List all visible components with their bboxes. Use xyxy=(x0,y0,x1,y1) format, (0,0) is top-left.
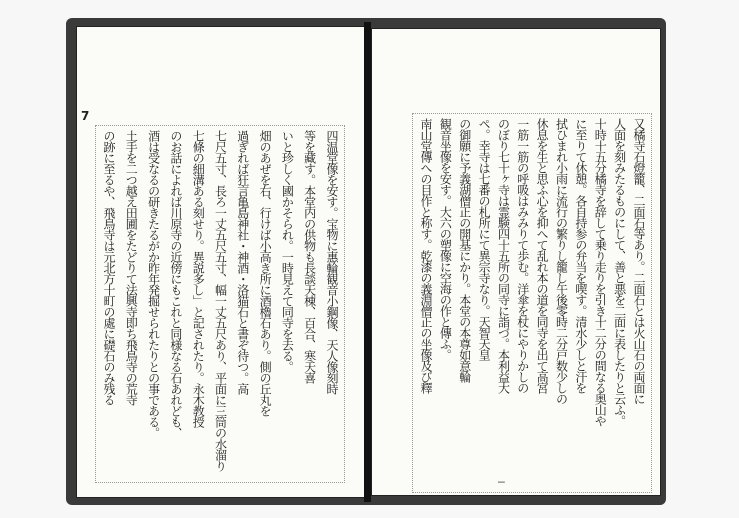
text-column: いと珍しく國かそられ。一時見えて同寺を去る。 xyxy=(280,130,295,372)
right-page xyxy=(371,28,661,496)
right-text-frame xyxy=(412,113,652,493)
book-spine xyxy=(364,22,371,502)
text-column: のお話によれば川原寺の近傍にもこれと同様なる石あれども、 xyxy=(168,130,183,438)
text-column: ペ。幸寺は七番の札所にて異宗寺なり。天智天皇 xyxy=(477,118,492,360)
text-column: 七尺五寸、長ろ一丈五尺五寸、幅一丈五尺あり、平面に三筒の水溜り xyxy=(213,130,228,471)
text-column: 等を藏す。本堂内の供物も長談天棟、百合、寒天喜 xyxy=(302,130,317,383)
page-number: 7 xyxy=(81,109,90,123)
right-text-columns xyxy=(417,118,647,488)
text-column: 酒は受なるの研きたるがか昨年発掘せられたりとの事である。 xyxy=(146,130,161,438)
text-column: 四温堂像を安す。宝物に惠輪観音小鋼像、天人像刻時 xyxy=(324,130,339,394)
text-column: 又橘寺石燈籠、二面石等あり。二面石とは火山石の両面に xyxy=(631,118,646,404)
text-column: 南山堂傳への目作と称す。乾漆の義淵僧正の坐像及び釋 xyxy=(419,118,433,393)
text-column: 拭ひまれ小雨に流行の繁りし籠し午後零時二分戸数少しの xyxy=(554,118,569,404)
text-column: 十時十五分橘寺を辞して乗り走りを引き十二分の間なる奥山や xyxy=(593,118,608,426)
text-column: の御願に予義湖僧正の開基にかり。本堂の本尊如意輪 xyxy=(457,118,472,382)
left-text-columns xyxy=(100,130,340,478)
text-column: 畑のあぜを右、行けば小高き所に酒櫓石あり。側の丘丸を xyxy=(258,130,273,416)
text-column: 人面を刻みたるものにして、善と悪を二面に表したりと云ふ。 xyxy=(612,118,627,426)
page-foot-mark: ─ xyxy=(498,476,505,489)
text-column: 休息を生と思ふ心を抑へて乱れ本の道を同寺を出て高宮 xyxy=(535,118,550,393)
text-column: 観音坐像を安す。大六の塑像に空海の作と傳ふ。 xyxy=(438,118,453,360)
text-column: 土手を二つ越え田圃をたどりて法興寺即ち飛鳥寺の荒寺 xyxy=(124,130,139,405)
text-column: のぼり七十ヶ寺は霊験四十五所の同寺に詣づ。本利益大 xyxy=(496,118,511,393)
left-text-frame xyxy=(95,125,345,483)
text-column: の跡に至るや、飛鳥寺は元北方十町の處に礎石のみ残る xyxy=(102,130,116,405)
left-page xyxy=(76,26,366,498)
text-column: 過ぎれば狂言亀島神社・神酒・洛猫石と書ぞ待つ。高 xyxy=(235,130,250,394)
text-column: 七條の細溝ある刻せり。異説多し」と記されたり。永木教授 xyxy=(191,130,206,427)
text-column: に至りて休憩。各自持参の弁当を喫す。清水少しと汗を xyxy=(573,118,588,393)
text-column: 一筋一筋の呼吸はみみりて歩む。洋傘を杖にやりかしの xyxy=(515,118,530,393)
